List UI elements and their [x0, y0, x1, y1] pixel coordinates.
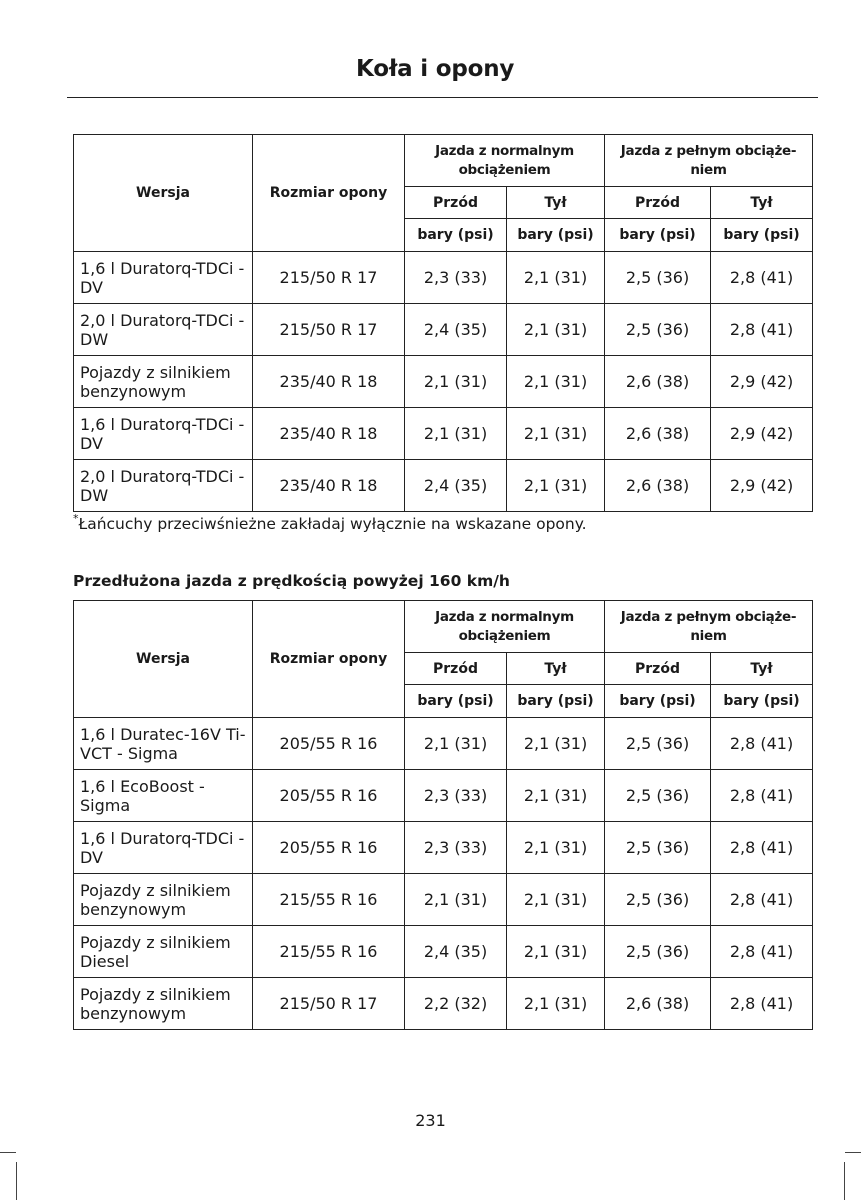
pressure-cell: 2,1 (31) [507, 718, 605, 770]
pressure-cell: 2,9 (42) [711, 460, 813, 512]
header-rear: Tył [507, 187, 605, 219]
pressure-cell: 2,1 (31) [507, 408, 605, 460]
table-row [74, 874, 813, 926]
header-normal-load: Jazda z normalnym obciążeniem [405, 601, 605, 653]
footnote-mark: * [73, 512, 79, 525]
tire-size-cell: 235/40 R 18 [253, 460, 405, 512]
pressure-cell: 2,4 (35) [405, 926, 507, 978]
pressure-cell: 2,4 (35) [405, 304, 507, 356]
pressure-cell: 2,1 (31) [507, 926, 605, 978]
section-heading: Przedłużona jazda z prędkością powyżej 160 km/h [73, 572, 510, 590]
crop-mark [0, 1152, 16, 1153]
tire-size-cell: 205/55 R 16 [253, 718, 405, 770]
pressure-cell: 2,8 (41) [711, 926, 813, 978]
table-row [74, 926, 813, 978]
pressure-cell: 2,5 (36) [605, 822, 711, 874]
version-cell: 1,6 l Duratorq-TDCi - DV [74, 252, 253, 304]
header-version: Wersja [74, 601, 253, 718]
table-row [74, 304, 813, 356]
page-number: 231 [415, 1111, 446, 1130]
pressure-cell: 2,5 (36) [605, 926, 711, 978]
tire-size-cell: 235/40 R 18 [253, 408, 405, 460]
pressure-cell: 2,4 (35) [405, 460, 507, 512]
header-unit: bary (psi) [405, 219, 507, 252]
table-row [74, 460, 813, 512]
pressure-cell: 2,6 (38) [605, 460, 711, 512]
header-unit: bary (psi) [507, 219, 605, 252]
header-front: Przód [605, 187, 711, 219]
header-normal-load: Jazda z normalnym obciążeniem [405, 135, 605, 187]
pressure-cell: 2,1 (31) [507, 978, 605, 1030]
header-front: Przód [605, 653, 711, 685]
header-rear: Tył [711, 187, 813, 219]
tire-size-cell: 215/50 R 17 [253, 978, 405, 1030]
header-unit: bary (psi) [711, 219, 813, 252]
pressure-cell: 2,1 (31) [507, 770, 605, 822]
header-unit: bary (psi) [605, 685, 711, 718]
pressure-cell: 2,5 (36) [605, 874, 711, 926]
pressure-cell: 2,3 (33) [405, 770, 507, 822]
header-unit: bary (psi) [405, 685, 507, 718]
table-row [74, 408, 813, 460]
pressure-cell: 2,8 (41) [711, 304, 813, 356]
pressure-cell: 2,1 (31) [405, 874, 507, 926]
tire-size-cell: 215/50 R 17 [253, 304, 405, 356]
pressure-cell: 2,6 (38) [605, 356, 711, 408]
version-cell: 1,6 l Duratorq-TDCi - DV [74, 408, 253, 460]
pressure-cell: 2,5 (36) [605, 304, 711, 356]
pressure-cell: 2,1 (31) [507, 356, 605, 408]
crop-mark [16, 1162, 17, 1200]
page-title: Koła i opony [356, 56, 515, 82]
pressure-cell: 2,8 (41) [711, 822, 813, 874]
pressure-cell: 2,8 (41) [711, 978, 813, 1030]
version-cell: 2,0 l Duratorq-TDCi - DW [74, 304, 253, 356]
header-tire-size: Rozmiar opony [253, 601, 405, 718]
header-rear: Tył [507, 653, 605, 685]
header-tire-size: Rozmiar opony [253, 135, 405, 252]
version-cell: 1,6 l Duratorq-TDCi - DV [74, 822, 253, 874]
header-unit: bary (psi) [711, 685, 813, 718]
pressure-cell: 2,5 (36) [605, 252, 711, 304]
pressure-cell: 2,1 (31) [507, 874, 605, 926]
tire-size-cell: 205/55 R 16 [253, 770, 405, 822]
header-unit: bary (psi) [507, 685, 605, 718]
version-cell: Pojazdy z silnikiem benzynowym [74, 874, 253, 926]
header-rear: Tył [711, 653, 813, 685]
pressure-cell: 2,9 (42) [711, 356, 813, 408]
pressure-cell: 2,1 (31) [507, 252, 605, 304]
pressure-cell: 2,6 (38) [605, 408, 711, 460]
crop-mark [844, 1162, 845, 1200]
tire-size-cell: 215/55 R 16 [253, 874, 405, 926]
pressure-cell: 2,5 (36) [605, 770, 711, 822]
version-cell: Pojazdy z silnikiem benzynowym [74, 978, 253, 1030]
version-cell: Pojazdy z silnikiem benzynowym [74, 356, 253, 408]
pressure-cell: 2,6 (38) [605, 978, 711, 1030]
table-row [74, 252, 813, 304]
header-front: Przód [405, 653, 507, 685]
pressure-cell: 2,1 (31) [507, 822, 605, 874]
pressure-cell: 2,1 (31) [405, 408, 507, 460]
pressure-cell: 2,2 (32) [405, 978, 507, 1030]
tire-size-cell: 215/50 R 17 [253, 252, 405, 304]
table-row [74, 770, 813, 822]
pressure-cell: 2,8 (41) [711, 874, 813, 926]
pressure-cell: 2,5 (36) [605, 718, 711, 770]
tire-size-cell: 215/55 R 16 [253, 926, 405, 978]
pressure-cell: 2,1 (31) [507, 460, 605, 512]
pressure-cell: 2,1 (31) [405, 356, 507, 408]
pressure-cell: 2,9 (42) [711, 408, 813, 460]
crop-mark [845, 1152, 861, 1153]
version-cell: 2,0 l Duratorq-TDCi - DW [74, 460, 253, 512]
table-row [74, 356, 813, 408]
pressure-cell: 2,8 (41) [711, 718, 813, 770]
header-full-load: Jazda z pełnym obciąże-niem [605, 601, 813, 653]
pressure-cell: 2,1 (31) [507, 304, 605, 356]
tire-size-cell: 235/40 R 18 [253, 356, 405, 408]
version-cell: 1,6 l Duratec-16V Ti-VCT - Sigma [74, 718, 253, 770]
pressure-cell: 2,3 (33) [405, 822, 507, 874]
table-row [74, 718, 813, 770]
version-cell: 1,6 l EcoBoost - Sigma [74, 770, 253, 822]
title-divider [67, 97, 818, 98]
footnote [73, 512, 587, 533]
table-row [74, 978, 813, 1030]
footnote-text: Łańcuchy przeciwśnieżne zakładaj wyłącznie na wskazane opony. [78, 515, 587, 533]
tire-size-cell: 205/55 R 16 [253, 822, 405, 874]
header-full-load: Jazda z pełnym obciąże-niem [605, 135, 813, 187]
header-version: Wersja [74, 135, 253, 252]
table-row [74, 822, 813, 874]
pressure-cell: 2,8 (41) [711, 770, 813, 822]
tire-pressure-table-high-speed [73, 600, 813, 1030]
pressure-cell: 2,1 (31) [405, 718, 507, 770]
pressure-cell: 2,3 (33) [405, 252, 507, 304]
pressure-cell: 2,8 (41) [711, 252, 813, 304]
header-front: Przód [405, 187, 507, 219]
header-unit: bary (psi) [605, 219, 711, 252]
tire-pressure-table-standard [73, 134, 813, 512]
version-cell: Pojazdy z silnikiem Diesel [74, 926, 253, 978]
